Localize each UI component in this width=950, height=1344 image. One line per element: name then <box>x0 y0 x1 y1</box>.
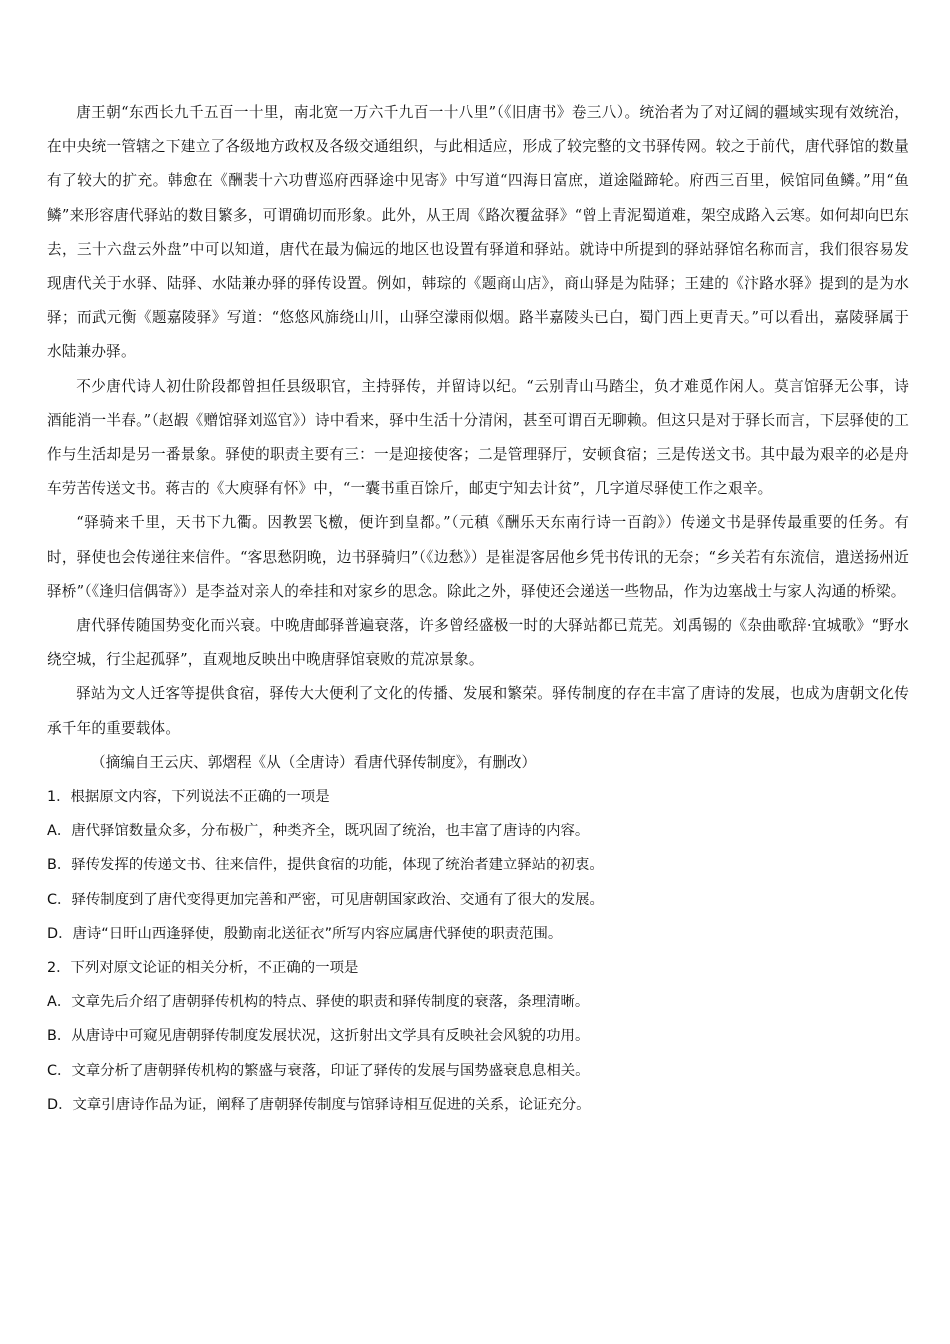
question-2 <box>47 951 909 1122</box>
question-2-option-b: B．从唐诗中可窥见唐朝驿传制度发展状况，这折射出文学具有反映社会风貌的功用。 <box>47 1028 590 1045</box>
question-1-option-a: A．唐代驿馆数量众多，分布极广，种类齐全，既巩固了统治，也丰富了唐诗的内容。 <box>47 823 590 840</box>
question-2-option-d: D．文章引唐诗作品为证，阐释了唐朝驿传制度与馆驿诗相互促进的关系，论证充分。 <box>47 1096 591 1113</box>
question-2-option-a: A．文章先后介绍了唐朝驿传机构的特点、驿使的职责和驿传制度的衰落，条理清晰。 <box>47 994 590 1011</box>
article-paragraph-5: 驿站为文人迁客等提供食宿，驿传大大便利了文化的传播、发展和繁荣。驿传制度的存在丰富了唐诗的发展，也成为唐朝文化传承千年的重要载体。 <box>47 685 909 737</box>
question-1-stem: 1．根据原文内容，下列说法不正确的一项是 <box>47 789 330 806</box>
question-1-option-c: C．驿传制度到了唐代变得更加完善和严密，可见唐朝国家政治、交通有了很大的发展。 <box>47 891 604 908</box>
question-2-option-c: C．文章分析了唐朝驿传机构的繁盛与衰落，印证了驿传的发展与国势盛衰息息相关。 <box>47 1062 590 1079</box>
article-paragraph-2: 不少唐代诗人初仕阶段都曾担任县级职官，主持驿传，并留诗以纪。“云别青山马踏尘，负才难觅作闲人。莫言馆驿无公事，诗酒能消一半春。”（赵嘏《赠馆驿刘巡官》）诗中看来，驿中生活十分清闲，甚至可谓百无聊赖。但这只是对于驿长而言，下层驿使的工作与生活却是另一番景象。驿使的职责主要有三：一是迎接使客；二是管理驿厅，安顿食宿；三是传送文书。其中最为艰辛的必是舟车劳苦传送文书。蒋吉的《大庾驿有怀》中，“一囊书重百馀斤，邮吏宁知去计贫”，几字道尽驿使工作之艰辛。 <box>47 377 909 498</box>
document-page <box>47 96 909 1122</box>
article-source-note: （摘编自王云庆、郭熠程《从（全唐诗）看唐代驿传制度》，有删改） <box>91 753 537 771</box>
question-2-stem: 2．下列对原文论证的相关分析，不正确的一项是 <box>47 960 359 977</box>
article-paragraph-1: 唐王朝“东西长九千五百一十里，南北宽一万六千九百一十八里”（《旧唐书》卷三八）。统治者为了对辽阔的疆域实现有效统治，在中央统一管辖之下建立了各级地方政权及各级交通组织，与此相适应，形成了较完整的文书驿传网。较之于前代，唐代驿馆的数量有了较大的扩充。韩愈在《酬裴十六功曹巡府西驿途中见寄》中写道“四海日富庶，道途隘蹄轮。府西三百里，候馆同鱼鳞。”用“鱼鳞”来形容唐代驿站的数目繁多，可谓确切而形象。此外，从王周《路次覆盆驿》“曾上青泥蜀道难，架空成路入云寒。如何却向巴东去，三十六盘云外盘”中可以知道，唐代在最为偏远的地区也设置有驿道和驿站。就诗中所提到的驿站驿馆名称而言，我们很容易发现唐代关于水驿、陆驿、水陆兼办驿的驿传设置。例如，韩琮的《题商山店》，商山驿是为陆驿；王建的《汴路水驿》提到的是为水驿；而武元衡《题嘉陵驿》写道：“悠悠风旆绕山川，山驿空濛雨似烟。路半嘉陵头已白，蜀门西上更青天。”可以看出，嘉陵驿属于水陆兼办驿。 <box>47 104 909 361</box>
article-paragraph-3: “驿骑来千里，天书下九衢。因教罢飞檄，便许到皇都。”（元稹《酬乐天东南行诗一百韵》）传递文书是驿传最重要的任务。有时，驿使也会传递往来信件。“客思愁阴晚，边书驿骑归”（《边愁》）是崔湜客居他乡凭书传讯的无奈；“乡关若有东流信，遣送扬州近驿桥”（《逢归信偶寄》）是李益对亲人的牵挂和对家乡的思念。除此之外，驿使还会递送一些物品，作为边塞战士与家人沟通的桥梁。 <box>47 514 909 600</box>
question-1 <box>47 780 909 951</box>
question-1-option-b: B．驿传发挥的传递文书、往来信件，提供食宿的功能，体现了统治者建立驿站的初衷。 <box>47 857 604 874</box>
question-1-option-d: D．唐诗“日旰山西逢驿使，殷勤南北送征衣”所写内容应属唐代驿使的职责范围。 <box>47 925 563 942</box>
article-paragraph-4: 唐代驿传随国势变化而兴衰。中晚唐邮驿普遍衰落，许多曾经盛极一时的大驿站都已荒芜。刘禹锡的《杂曲歌辞·宜城歌》“野水绕空城，行尘起孤驿”，直观地反映出中晚唐驿馆衰败的荒凉景象。 <box>47 617 909 669</box>
